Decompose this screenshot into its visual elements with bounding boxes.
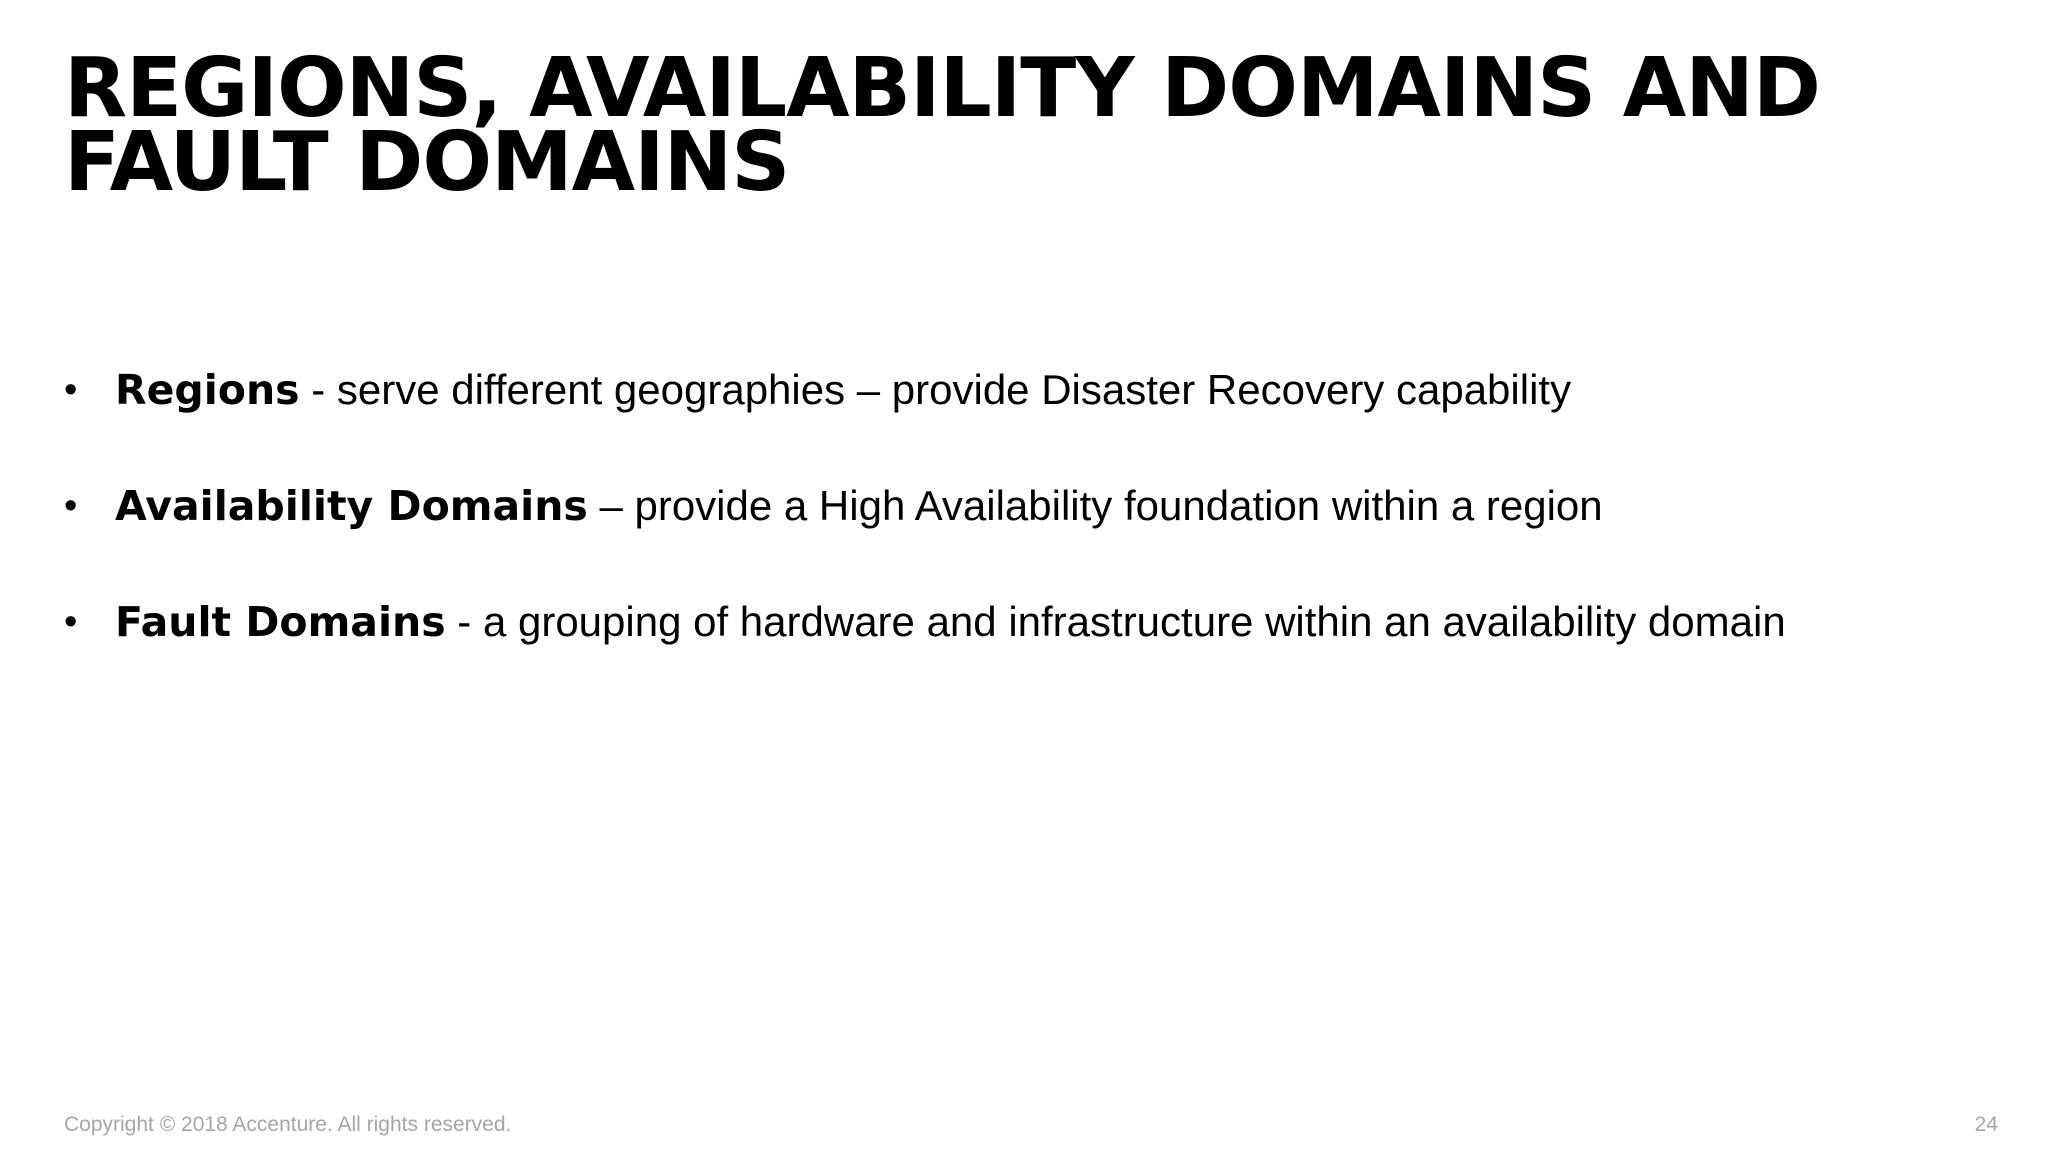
bullet-item-availability-domains bbox=[64, 476, 1964, 592]
bullet-description: - a grouping of hardware and infrastructure within an availability domain bbox=[445, 598, 1786, 645]
footer-copyright: Copyright © 2018 Accenture. All rights reserved. bbox=[64, 1113, 512, 1136]
page-number: 24 bbox=[1974, 1113, 1998, 1136]
bullet-item-regions bbox=[64, 360, 1964, 476]
bullet-description: - serve different geographies – provide Disaster Recovery capability bbox=[299, 366, 1572, 413]
bullet-term: Regions bbox=[115, 366, 300, 414]
slide-title bbox=[64, 41, 1984, 210]
bullet-term: Fault Domains bbox=[115, 598, 446, 646]
bullet-dot-icon: • bbox=[64, 601, 78, 643]
bullet-list bbox=[64, 360, 1964, 708]
slide-title-line-1: REGIONS, AVAILABILITY DOMAINS AND bbox=[64, 41, 1820, 136]
bullet-term: Availability Domains bbox=[115, 482, 588, 530]
slide-title-line-2: FAULT DOMAINS bbox=[64, 115, 790, 210]
bullet-dot-icon: • bbox=[64, 485, 78, 527]
bullet-description: – provide a High Availability foundation within a region bbox=[587, 482, 1603, 529]
bullet-dot-icon: • bbox=[64, 369, 78, 411]
bullet-item-fault-domains bbox=[64, 592, 1964, 708]
